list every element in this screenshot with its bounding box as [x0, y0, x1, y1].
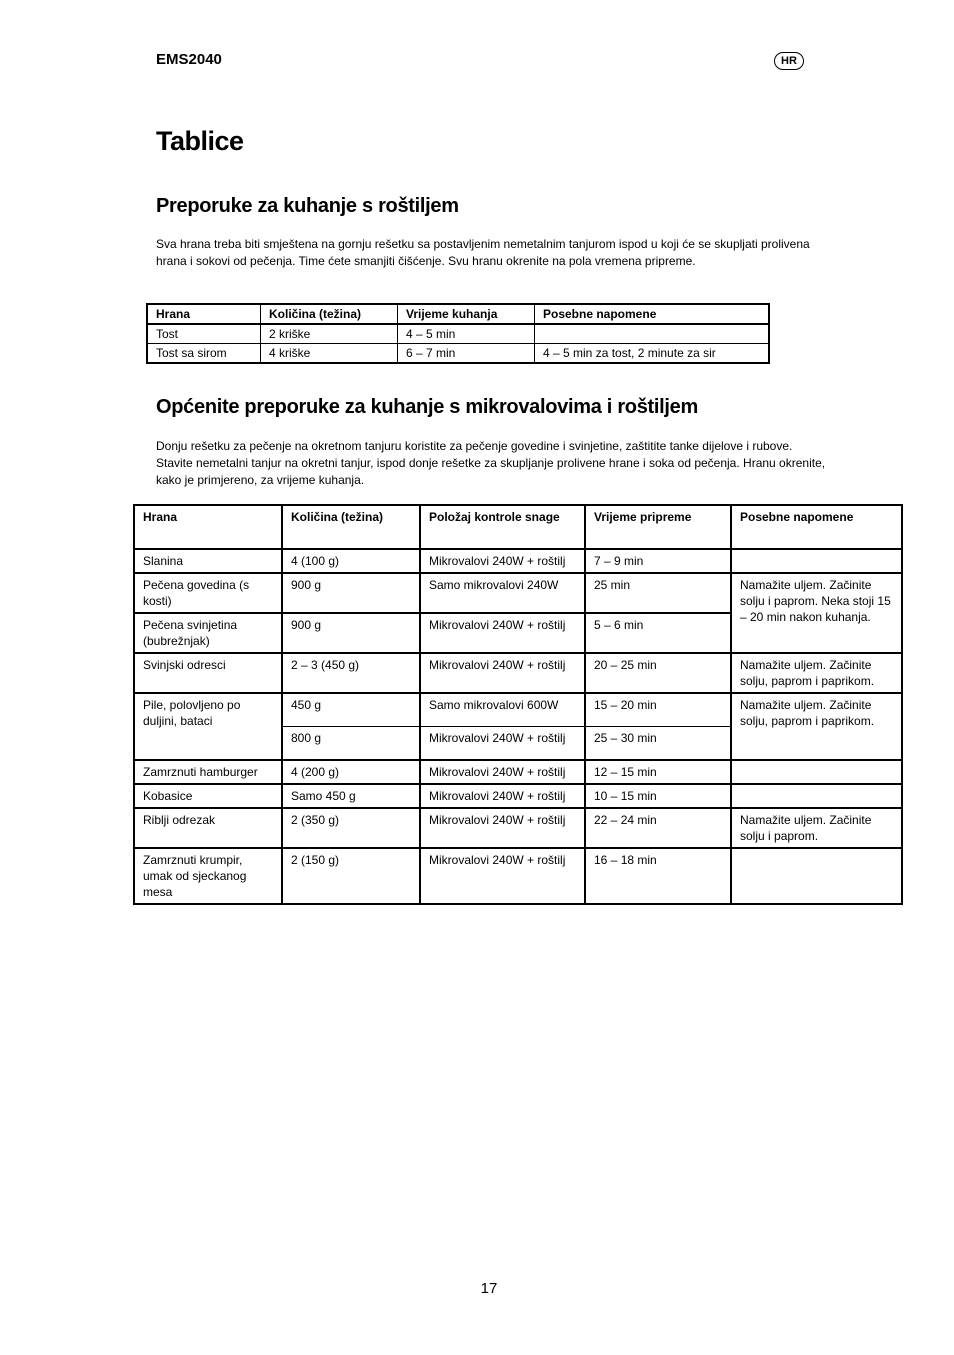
- cell: [731, 549, 902, 573]
- header-cell: Količina (težina): [261, 304, 398, 324]
- cell: 4 (200 g): [282, 760, 420, 784]
- cell: Namažite uljem. Začinite solju i paprom. Neka stoji 15 – 20 min nakon kuhanja.: [731, 573, 902, 653]
- language-badge: HR: [774, 52, 804, 70]
- para-line: kako je primjereno, za vrijeme kuhanja.: [156, 473, 365, 487]
- para-line: hrana i sokovi od pečenja. Time ćete smanjiti čišćenje. Svu hranu okrenite na pola vremena pripreme.: [156, 254, 696, 268]
- grill-table: [146, 303, 770, 364]
- section2-paragraph: [156, 438, 856, 489]
- cell: [535, 324, 770, 344]
- section1-paragraph: [156, 236, 836, 270]
- cell: 4 (100 g): [282, 549, 420, 573]
- cell: [731, 784, 902, 808]
- cell: Namažite uljem. Začinite solju i paprom.: [731, 808, 902, 848]
- table-row: [147, 344, 769, 364]
- cell: Namažite uljem. Začinite solju, paprom i paprikom.: [731, 653, 902, 693]
- table-row: [134, 549, 902, 573]
- cell: [731, 848, 902, 904]
- table-row: [134, 760, 902, 784]
- cell: Slanina: [134, 549, 282, 573]
- header-cell: Položaj kontrole snage: [420, 505, 585, 549]
- cell: 2 – 3 (450 g): [282, 653, 420, 693]
- cell: Mikrovalovi 240W + roštilj: [420, 760, 585, 784]
- cell: Mikrovalovi 240W + roštilj: [420, 549, 585, 573]
- cell: 900 g: [282, 613, 420, 653]
- header-cell: Hrana: [134, 505, 282, 549]
- cell: 2 (350 g): [282, 808, 420, 848]
- cell: Tost: [147, 324, 261, 344]
- cell: Pečena svinjetina (bubrežnjak): [134, 613, 282, 653]
- cell: Svinjski odresci: [134, 653, 282, 693]
- cell: [731, 760, 902, 784]
- para-line: Donju rešetku za pečenje na okretnom tanjuru koristite za pečenje govedine i svinjetine, zaštitite tanke dijelove i rubove.: [156, 439, 793, 453]
- table-row: [134, 848, 902, 904]
- cell: 4 kriške: [261, 344, 398, 364]
- cell: 2 kriške: [261, 324, 398, 344]
- header-cell: Količina (težina): [282, 505, 420, 549]
- microwave-grill-table: [133, 504, 903, 905]
- header-cell: Hrana: [147, 304, 261, 324]
- model-number: EMS2040: [156, 51, 222, 68]
- cell: Zamrznuti hamburger: [134, 760, 282, 784]
- para-line: Stavite nemetalni tanjur na okretni tanjur, ispod donje rešetke za skupljanje prolivene hrane i soka od pečenja. Hranu okrenite,: [156, 456, 826, 470]
- cell: 2 (150 g): [282, 848, 420, 904]
- section2-heading: Općenite preporuke za kuhanje s mikrovalovima i roštiljem: [156, 396, 698, 418]
- header-cell: Vrijeme pripreme: [585, 505, 731, 549]
- page-title: Tablice: [156, 126, 244, 156]
- table-header-row: [147, 304, 769, 324]
- cell: Namažite uljem. Začinite solju, paprom i paprikom.: [731, 693, 902, 760]
- cell: 25 – 30 min: [585, 727, 731, 761]
- cell: 25 min: [585, 573, 731, 613]
- table-row: [134, 808, 902, 848]
- table-row: [134, 573, 902, 613]
- cell: 800 g: [282, 727, 420, 761]
- section1-heading: Preporuke za kuhanje s roštiljem: [156, 195, 459, 217]
- cell: Tost sa sirom: [147, 344, 261, 364]
- cell: Mikrovalovi 240W + roštilj: [420, 784, 585, 808]
- table-row: [134, 653, 902, 693]
- table-header-row: [134, 505, 902, 549]
- cell: 20 – 25 min: [585, 653, 731, 693]
- cell: Mikrovalovi 240W + roštilj: [420, 727, 585, 761]
- cell: Mikrovalovi 240W + roštilj: [420, 653, 585, 693]
- cell: 22 – 24 min: [585, 808, 731, 848]
- cell: 6 – 7 min: [398, 344, 535, 364]
- cell: Samo mikrovalovi 600W: [420, 693, 585, 727]
- page-number: 17: [480, 1280, 498, 1297]
- cell: 16 – 18 min: [585, 848, 731, 904]
- cell: Samo 450 g: [282, 784, 420, 808]
- cell: Mikrovalovi 240W + roštilj: [420, 848, 585, 904]
- cell: Mikrovalovi 240W + roštilj: [420, 613, 585, 653]
- cell: Pečena govedina (s kosti): [134, 573, 282, 613]
- cell: 4 – 5 min za tost, 2 minute za sir: [535, 344, 770, 364]
- cell: 450 g: [282, 693, 420, 727]
- table-row: [134, 693, 902, 727]
- cell: 12 – 15 min: [585, 760, 731, 784]
- cell: Mikrovalovi 240W + roštilj: [420, 808, 585, 848]
- cell: 7 – 9 min: [585, 549, 731, 573]
- cell: 4 – 5 min: [398, 324, 535, 344]
- table-row: [147, 324, 769, 344]
- cell: Pile, polovljeno po duljini, bataci: [134, 693, 282, 760]
- cell: Kobasice: [134, 784, 282, 808]
- cell: Riblji odrezak: [134, 808, 282, 848]
- header-cell: Posebne napomene: [535, 304, 770, 324]
- cell: 10 – 15 min: [585, 784, 731, 808]
- header-cell: Posebne napomene: [731, 505, 902, 549]
- cell: Samo mikrovalovi 240W: [420, 573, 585, 613]
- cell: Zamrznuti krumpir, umak od sjeckanog mesa: [134, 848, 282, 904]
- header-cell: Vrijeme kuhanja: [398, 304, 535, 324]
- cell: 5 – 6 min: [585, 613, 731, 653]
- cell: 900 g: [282, 573, 420, 613]
- table-row: [134, 784, 902, 808]
- cell: 15 – 20 min: [585, 693, 731, 727]
- para-line: Sva hrana treba biti smještena na gornju rešetku sa postavljenim nemetalnim tanjurom ispod u koji će se skupljati prolivena: [156, 237, 810, 251]
